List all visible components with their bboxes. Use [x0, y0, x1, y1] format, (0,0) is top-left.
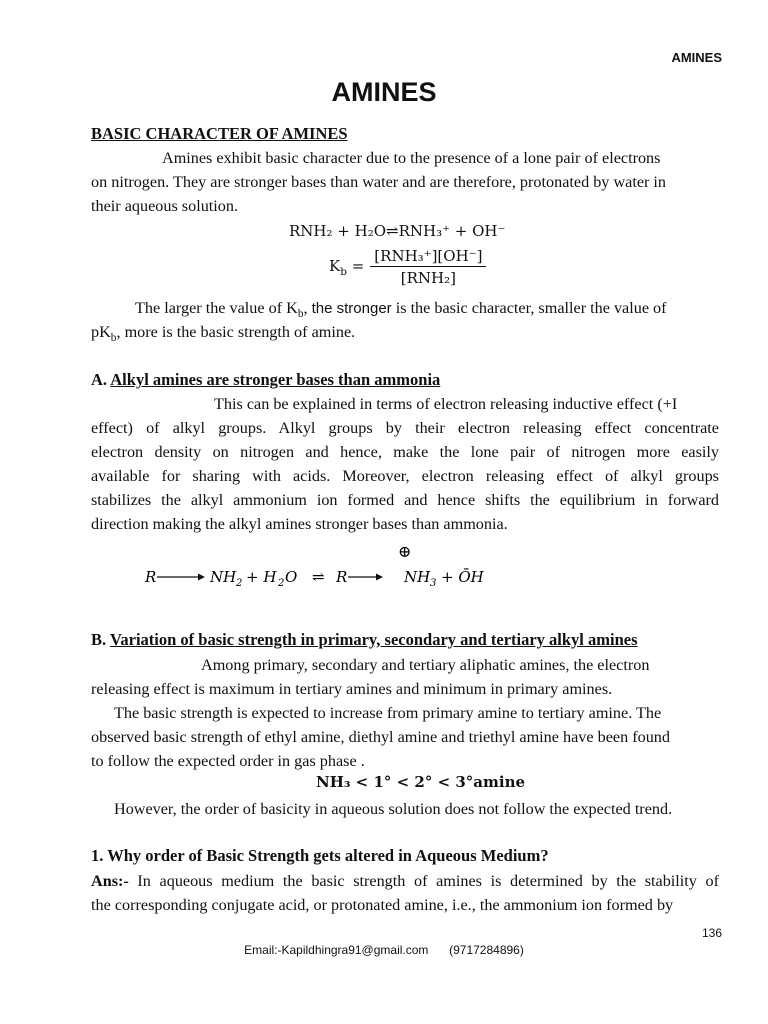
kb-symbol: $K_b$ =	[329, 256, 365, 278]
page-number: 136	[701, 926, 722, 940]
section-heading-b: B. Variation of basic strength in primary, secondary and tertiary alkyl amines	[91, 630, 638, 649]
svg-text:+ H: + H	[246, 568, 277, 586]
ammonium-group: NH	[404, 568, 431, 586]
para-line: The larger the value of $K_b$, the stronger is the basic character, smaller the value of	[135, 299, 667, 321]
para-line: releasing effect is maximum in tertiary amines and minimum in primary amines.	[91, 680, 613, 698]
svg-text:2: 2	[236, 578, 243, 589]
kb-fraction	[370, 247, 486, 287]
para-line: This can be explained in terms of electron releasing inductive effect (+I	[214, 395, 678, 413]
answer-line: Ans:- In aqueous medium the basic strength of amines is determined by the stability of	[91, 872, 719, 890]
para-line: effect) of alkyl groups. Alkyl groups by their electron releasing effect concentrate	[91, 419, 719, 437]
svg-text:2: 2	[278, 578, 285, 589]
amine-group: NH	[210, 568, 237, 586]
para-line: to follow the expected order in gas phase .	[91, 752, 365, 770]
kb-denominator: [RNH₂]	[400, 269, 456, 287]
arrow-head	[198, 574, 205, 581]
equilibrium-sign: ⇌	[312, 568, 325, 586]
para-line: observed basic strength of ethyl amine, diethyl amine and triethyl amine have been found	[91, 728, 670, 746]
basicity-order: NH₃ < 1° < 2° < 3°amine	[316, 773, 526, 791]
reaction-scheme	[140, 540, 500, 590]
answer-label: Ans:-	[91, 872, 129, 890]
footer-contact	[0, 943, 768, 957]
answer-line: the corresponding conjugate acid, or protonated amine, i.e., the ammonium ion formed by	[91, 896, 674, 914]
para-line: stabilizes the alkyl ammonium ion formed and hence shifts the equilibrium in forward	[91, 491, 719, 509]
footer-email: Email:-Kapildhingra91@gmail.com	[244, 943, 429, 957]
question-heading: 1. Why order of Basic Strength gets altered in Aqueous Medium?	[91, 846, 549, 865]
kb-numerator: [RNH₃⁺][OH⁻]	[370, 247, 486, 267]
para-line: their aqueous solution.	[91, 197, 239, 215]
reaction-equation: RNH₂ + H₂O⇌RNH₃⁺ + OH⁻	[289, 222, 506, 240]
kb-expression	[329, 247, 486, 287]
arrow-head	[376, 574, 383, 581]
running-header: AMINES	[671, 50, 722, 65]
para-line: $pK_b$, more is the basic strength of amine.	[91, 323, 356, 345]
para-line: available for sharing with acids. Moreover, electron releasing effect of alkyl groups	[91, 467, 719, 485]
para-line: However, the order of basicity in aqueous solution does not follow the expected trend.	[114, 800, 673, 818]
alkyl-r: R	[336, 568, 348, 586]
para-line: Among primary, secondary and tertiary aliphatic amines, the electron	[201, 656, 650, 674]
section-heading-basic: BASIC CHARACTER OF AMINES	[91, 124, 348, 143]
para-line: Amines exhibit basic character due to the presence of a lone pair of electrons	[162, 149, 661, 167]
footer-phone: (9717284896)	[449, 943, 524, 957]
alkyl-r: R	[145, 568, 157, 586]
positive-charge: ⊕	[398, 542, 412, 561]
para-line: The basic strength is expected to increase from primary amine to tertiary amine. The	[114, 704, 662, 722]
para-line: direction making the alkyl amines stronger bases than ammonia.	[91, 515, 508, 533]
svg-text:O: O	[285, 568, 298, 586]
section-heading-a: A. Alkyl amines are stronger bases than ammonia	[91, 370, 441, 389]
page-title: AMINES	[331, 77, 437, 107]
para-line: on nitrogen. They are stronger bases than water and are therefore, protonated by water in	[91, 173, 667, 191]
hydroxide: + ŌH	[441, 568, 484, 586]
svg-text:3: 3	[430, 578, 437, 589]
para-line: electron density on nitrogen and hence, make the lone pair of nitrogen more easily	[91, 443, 719, 461]
